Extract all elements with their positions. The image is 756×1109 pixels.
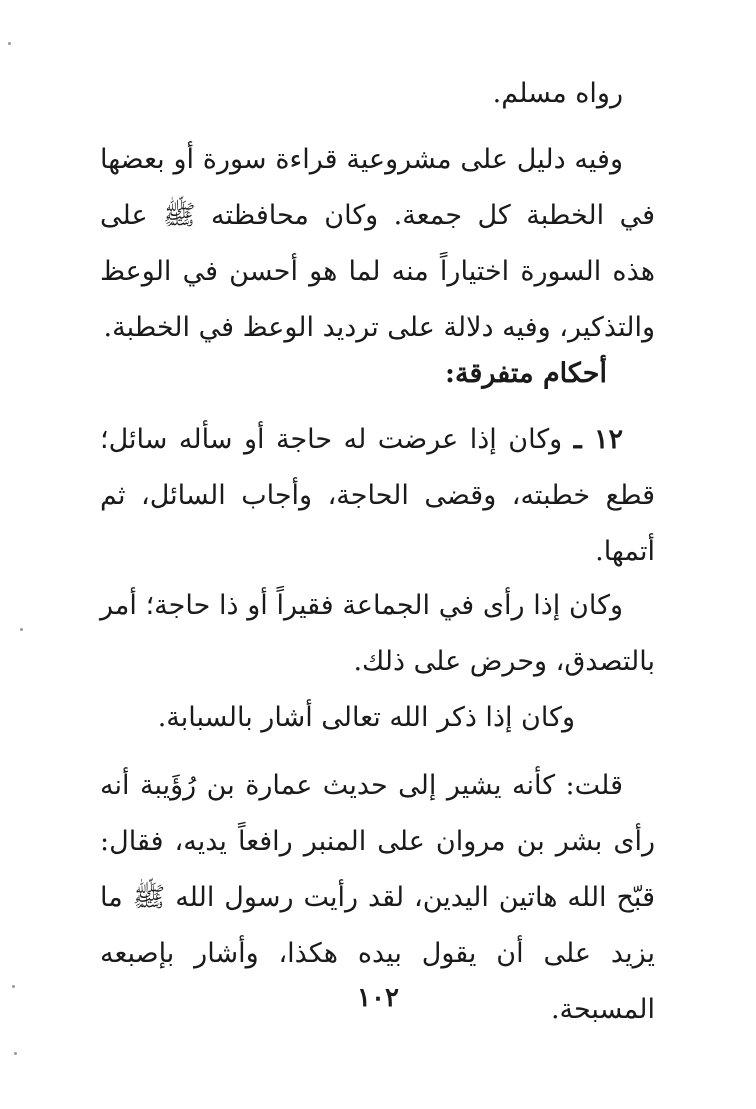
paragraph-4: وكان إذا رأى في الجماعة فقيراً أو ذا حاجة؛ أمر بالتصدق، وحرض على ذلك. — [100, 590, 655, 677]
scan-speck — [20, 628, 23, 631]
item-number: ١٢ ـ — [573, 424, 623, 455]
item-text: وكان إذا عرضت له حاجة أو سأله سائل؛ قطع خطبته، وقضى الحاجة، وأجاب السائل، ثم أتمها. — [100, 424, 655, 567]
paragraph-6: قلت: كأنه يشير إلى حديث عمارة بن رُؤَيبة أنه رأى بشر بن مروان على المنبر رافعاً يديه، فقال: قبّح الله هاتين اليدين، لقد رأيت رسول الله ﷺ ما يزيد على أن يقول بيده هكذا، وأشار بإصبعه المسبحة. — [100, 770, 655, 1025]
paragraph-1: رواه مسلم. — [492, 78, 623, 109]
scan-speck — [14, 1052, 17, 1055]
section-heading: أحكام متفرقة: — [445, 358, 607, 389]
scan-speck — [8, 42, 11, 45]
paragraph-commentary — [100, 132, 655, 356]
paragraph-2: وفيه دليل على مشروعية قراءة سورة أو بعضها في الخطبة كل جمعة. وكان محافظته ﷺ على هذه السورة اختياراً منه لما هو أحسن في الوعظ والتذكير، وفيه دلالة على ترديد الوعظ في الخطبة. — [100, 144, 655, 343]
paragraph-source — [100, 66, 655, 122]
paragraph-5: وكان إذا ذكر الله تعالى أشار بالسبابة. — [157, 702, 575, 733]
paragraph-3 — [100, 412, 655, 580]
paragraph-item-12 — [100, 412, 655, 580]
paragraph-charity — [100, 578, 655, 690]
paragraph-pointing — [100, 690, 655, 746]
section-heading-block — [100, 346, 655, 402]
page-number: ١٠٢ — [357, 983, 399, 1013]
